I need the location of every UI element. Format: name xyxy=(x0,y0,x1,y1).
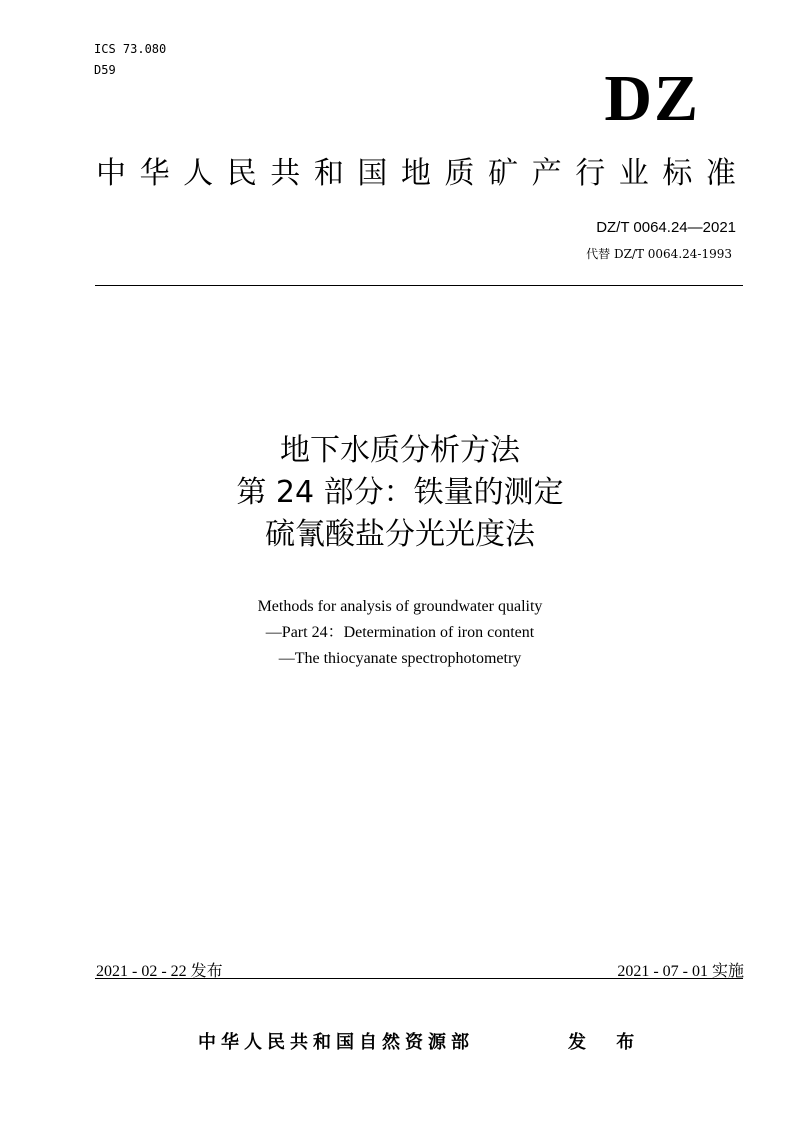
standard-category-char: 标 xyxy=(662,156,693,191)
title-line-2: 第 24 部分：铁量的测定 xyxy=(236,475,564,510)
publish-date-value: 2021 - 02 - 22 xyxy=(96,963,187,980)
classification-code: D59 xyxy=(94,63,116,77)
ics-code: ICS 73.080 xyxy=(94,42,167,56)
implement-date-value: 2021 - 07 - 01 xyxy=(617,963,708,980)
standard-category-char: 质 xyxy=(444,156,475,191)
standard-category-char: 国 xyxy=(357,156,388,191)
standard-category-char: 矿 xyxy=(488,156,519,191)
issue-label: 发 布 xyxy=(568,1032,647,1053)
standard-category-char: 共 xyxy=(270,156,301,191)
document-title xyxy=(0,430,800,556)
date-divider xyxy=(95,978,743,979)
standard-category-title xyxy=(96,156,736,192)
title-line-1: 地下水质分析方法 xyxy=(280,433,520,468)
standard-number: DZ/T 0064.24—2021 xyxy=(596,219,736,236)
standard-category-char: 行 xyxy=(575,156,606,191)
publish-label: 发布 xyxy=(190,961,223,980)
standard-category-char: 准 xyxy=(705,156,736,191)
standard-category-char: 和 xyxy=(313,156,344,191)
issuing-authority: 中华人民共和国自然资源部 xyxy=(198,1032,474,1053)
standard-category-char: 产 xyxy=(531,156,562,191)
dz-logo: DZ xyxy=(604,62,700,135)
standard-category-char: 业 xyxy=(618,156,649,191)
english-title xyxy=(0,594,800,672)
title-line-3: 硫氰酸盐分光光度法 xyxy=(265,517,535,552)
implement-label: 实施 xyxy=(711,961,744,980)
english-title-line-1: Methods for analysis of groundwater quality xyxy=(257,598,543,615)
english-title-line-3: —The thiocyanate spectrophotometry xyxy=(278,650,522,667)
standard-category-char: 人 xyxy=(183,156,214,191)
header-divider xyxy=(95,285,743,286)
replaces-standard: 代替 DZ/T 0064.24-1993 xyxy=(586,247,732,261)
standard-category-char: 地 xyxy=(400,156,431,191)
standard-category-char: 中 xyxy=(96,156,126,191)
standard-category-char: 民 xyxy=(226,156,257,191)
standard-category-char: 华 xyxy=(139,156,170,191)
english-title-line-2: —Part 24：Determination of iron content xyxy=(265,624,535,641)
